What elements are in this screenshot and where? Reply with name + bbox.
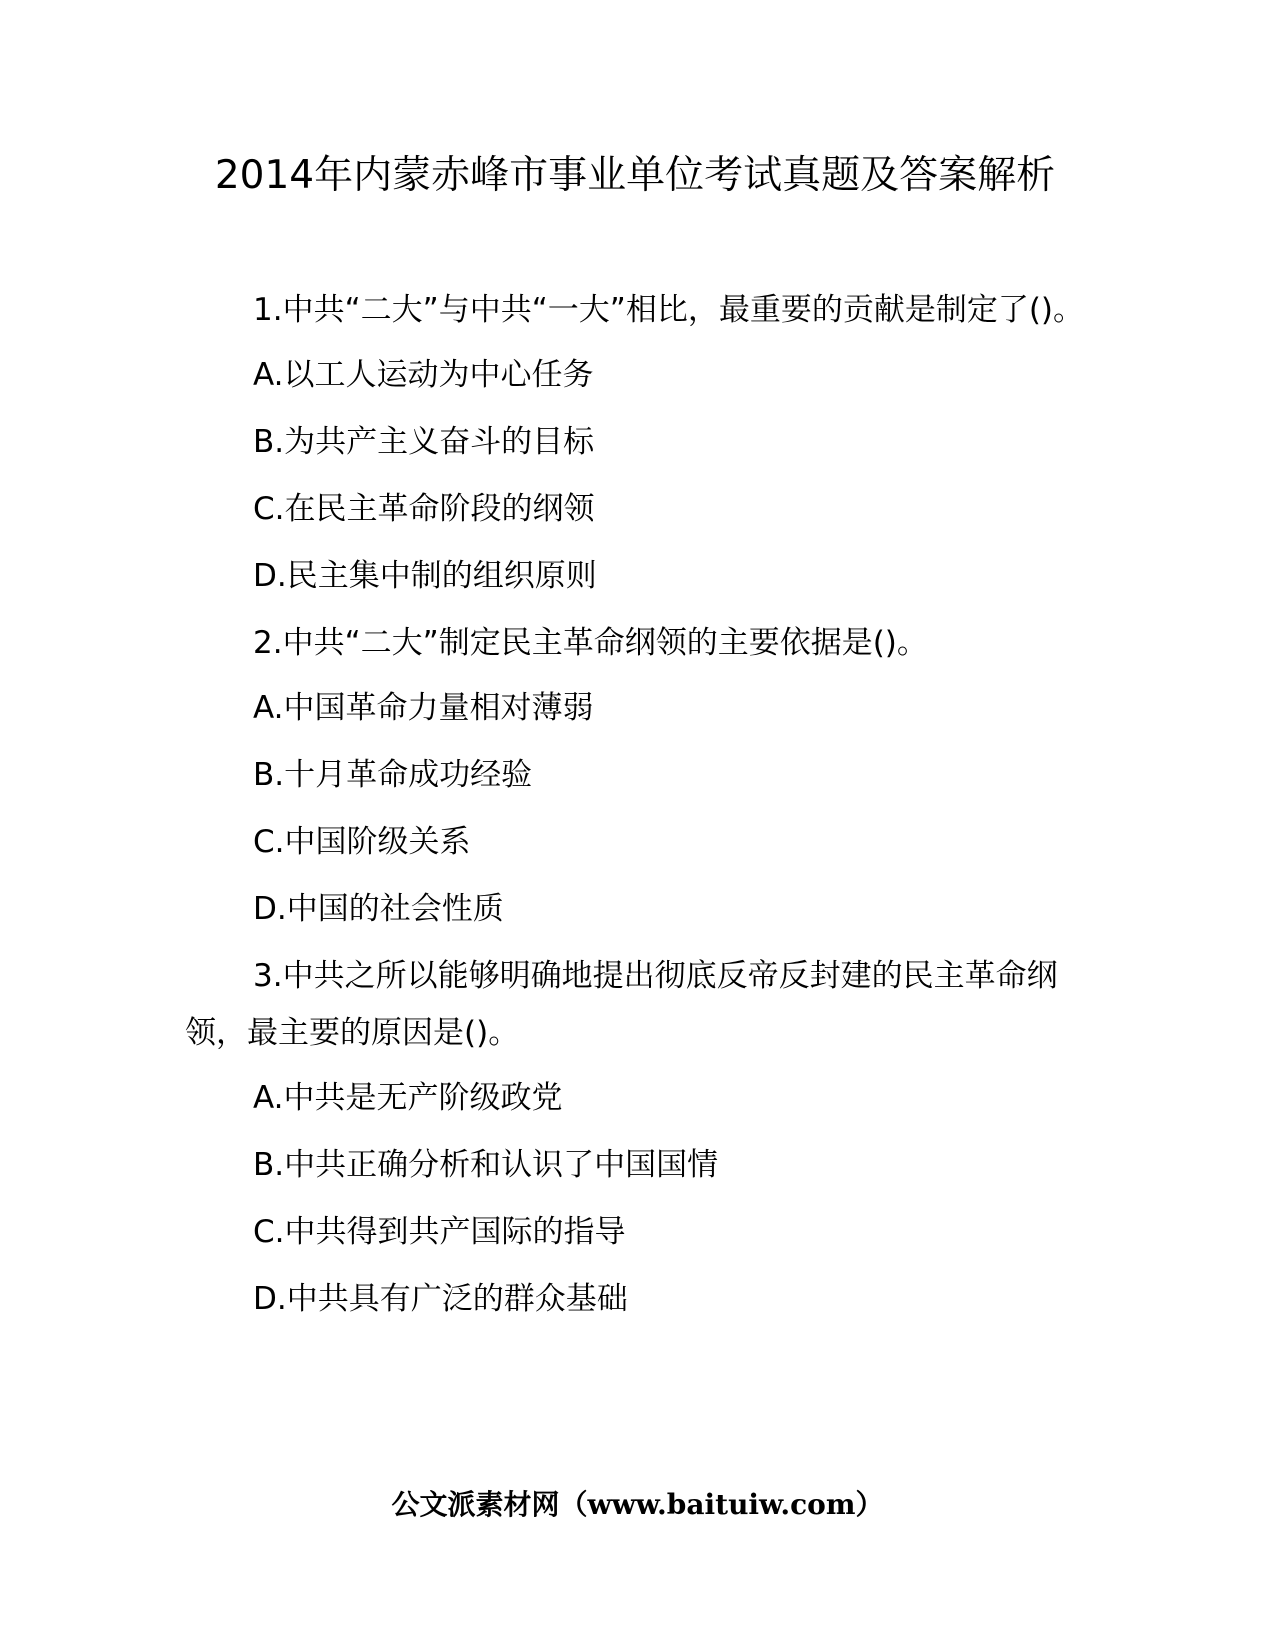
question-3-option-b: B.中共正确分析和认识了中国国情	[253, 1147, 719, 1183]
question-3-stem: 3.中共之所以能够明确地提出彻底反帝反封建的民主革命纲领，最主要的原因是()。	[185, 958, 1058, 1051]
question-2-option-d: D.中国的社会性质	[253, 891, 504, 927]
question-1-option-c: C.在民主革命阶段的纲领	[253, 491, 595, 527]
question-list	[185, 282, 1090, 1338]
question-2-option-c: C.中国阶级关系	[253, 824, 471, 860]
question-3-option-a: A.中共是无产阶级政党	[253, 1080, 563, 1116]
question-1-option-b: B.为共产主义奋斗的目标	[253, 424, 595, 460]
question-3-option-d: D.中共具有广泛的群众基础	[253, 1281, 628, 1317]
question-1-option-d: D.民主集中制的组织原则	[253, 558, 597, 594]
question-2-option-a: A.中国革命力量相对薄弱	[253, 690, 594, 726]
question-3-option-c: C.中共得到共产国际的指导	[253, 1214, 626, 1250]
question-1-option-a: A.以工人运动为中心任务	[253, 357, 594, 393]
document-title: 2014年内蒙赤峰市事业单位考试真题及答案解析	[214, 153, 1056, 198]
question-1-stem: 1.中共“二大”与中共“一大”相比，最重要的贡献是制定了()。	[253, 292, 1085, 328]
question-2-stem: 2.中共“二大”制定民主革命纲领的主要依据是()。	[253, 625, 928, 661]
footer-source: 公文派素材网（www.baituiw.com）	[391, 1488, 884, 1521]
question-2-option-b: B.十月革命成功经验	[253, 757, 533, 793]
